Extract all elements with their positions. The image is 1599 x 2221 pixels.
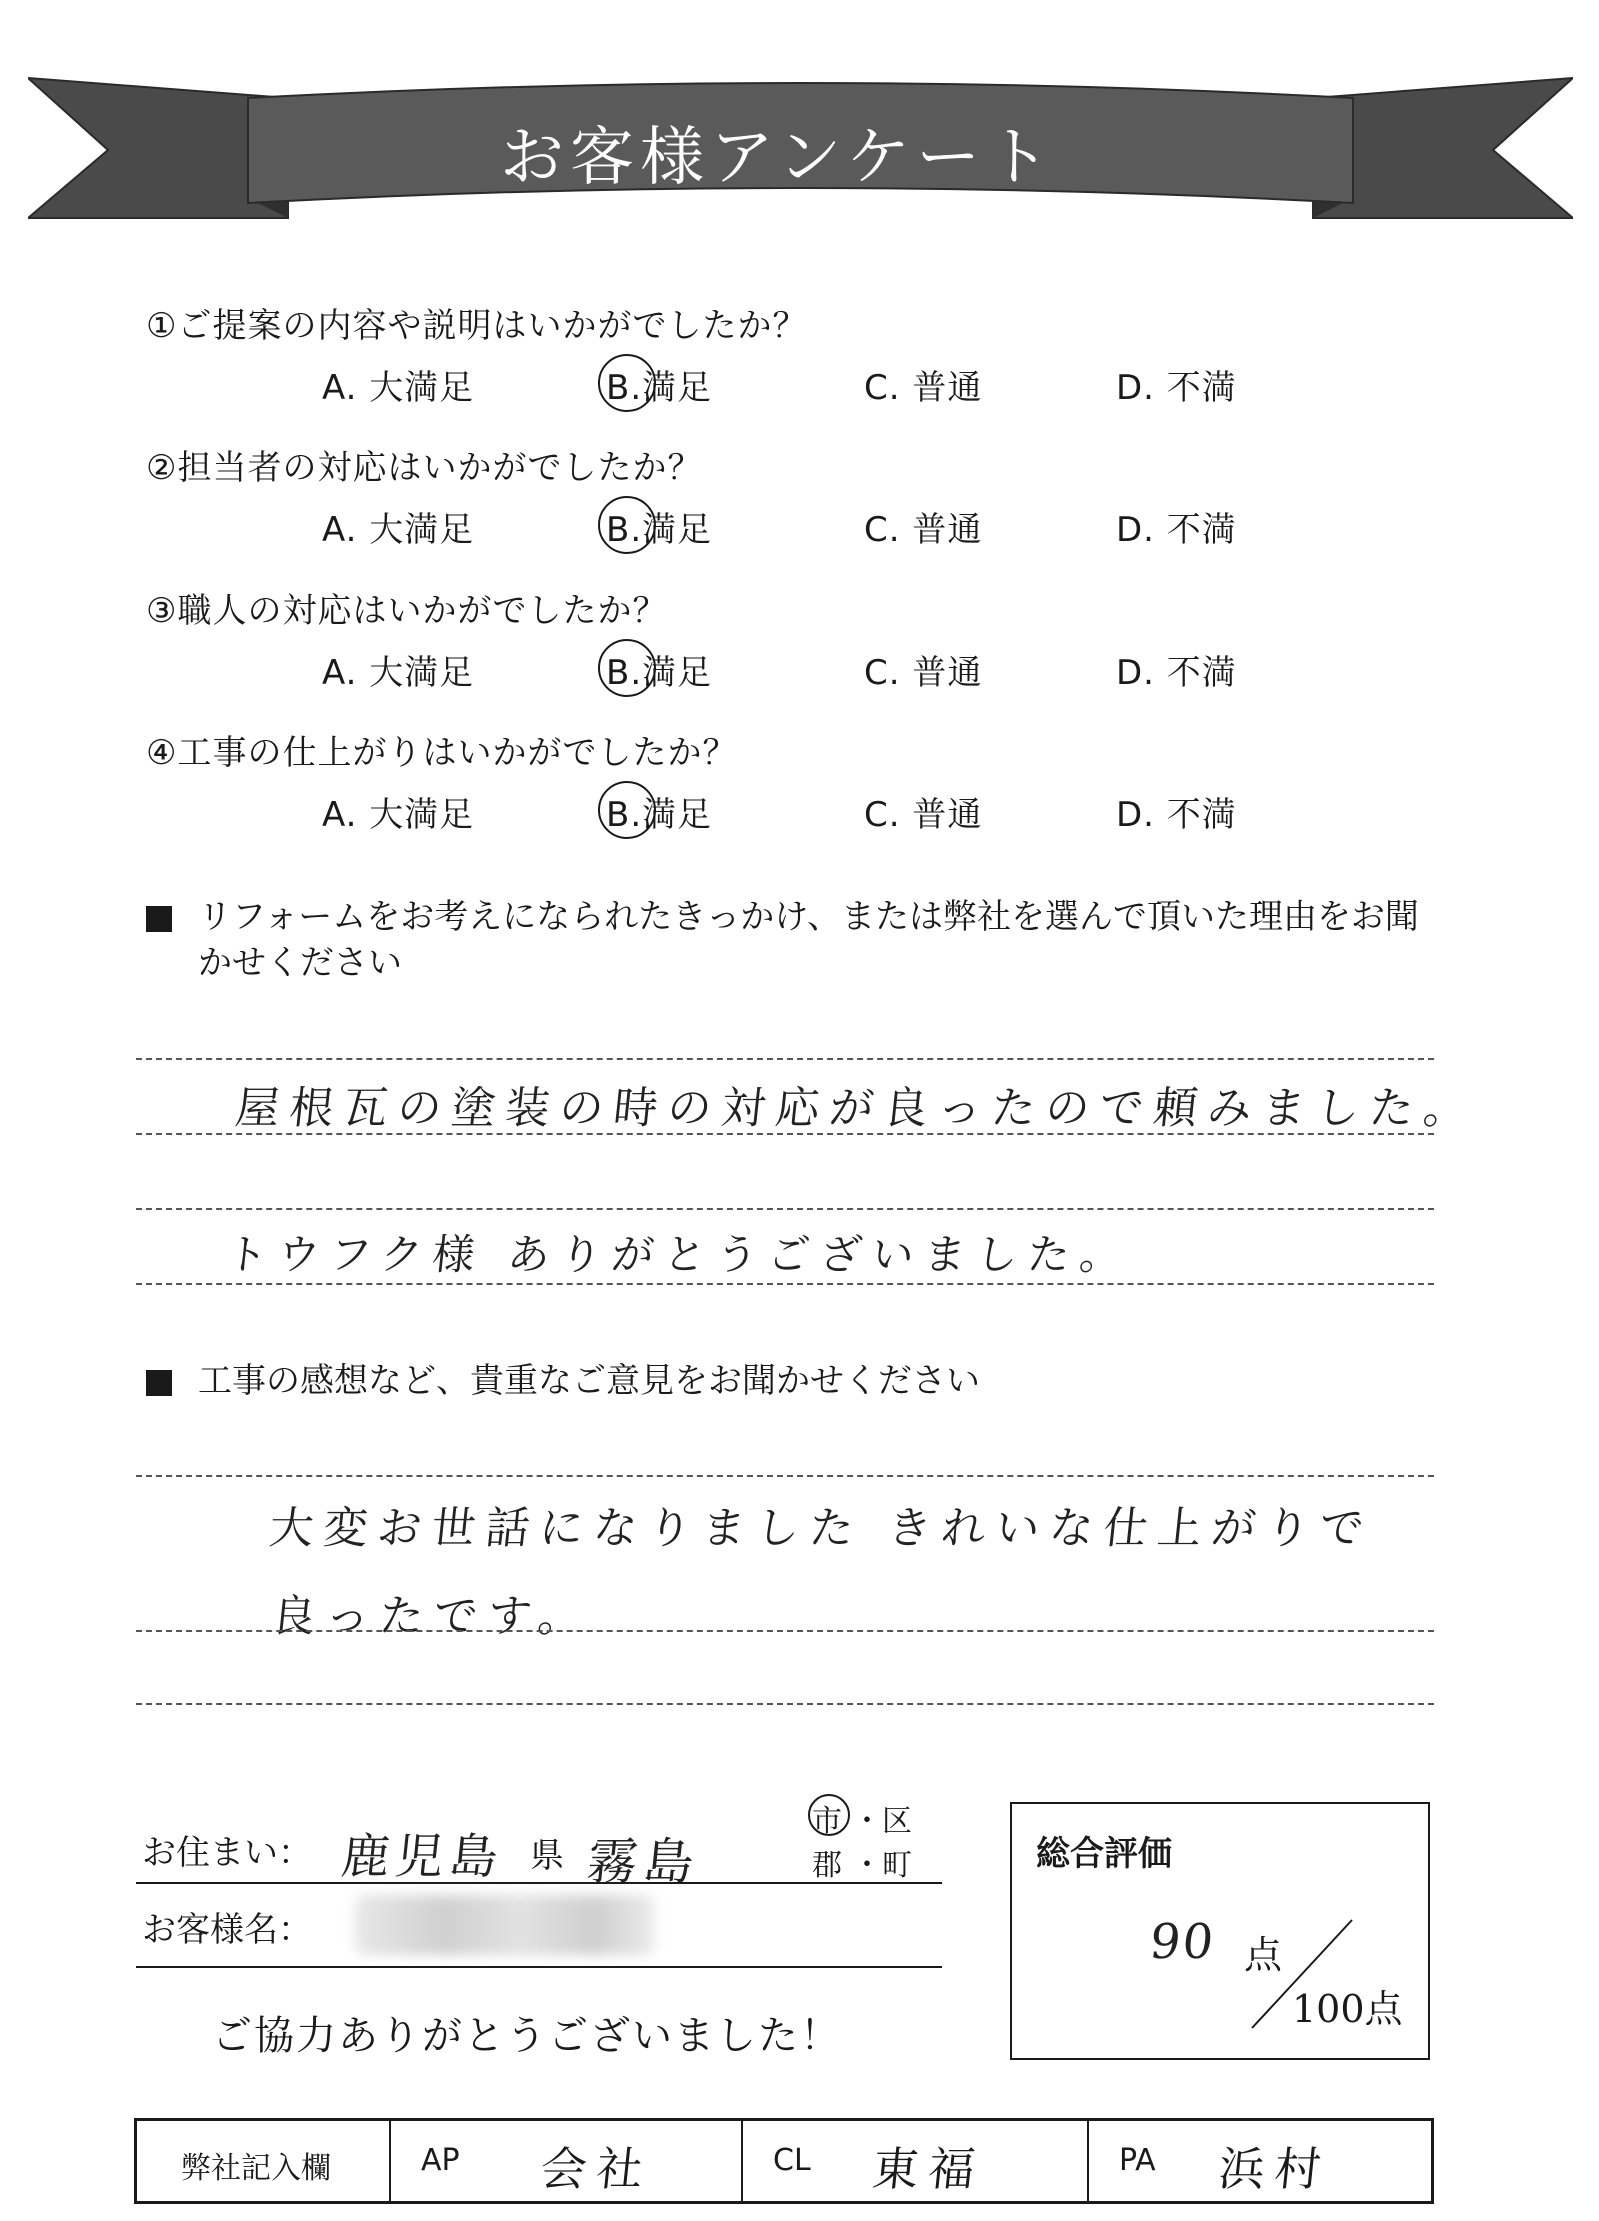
dashed-rule <box>136 1475 1434 1477</box>
option-label: A. 大満足 <box>322 368 475 408</box>
ap-cell <box>391 2121 743 2201</box>
option-label: A. 大満足 <box>322 653 475 693</box>
ap-value: 会社 <box>537 2142 656 2196</box>
question-1: ①ご提案の内容や説明はいかがでしたか？ <box>146 306 808 346</box>
section-heading-impressions <box>150 1358 1440 1404</box>
q4-option-d[interactable] <box>1116 787 1237 836</box>
selected-circle-mark <box>598 496 656 554</box>
prefecture-suffix: 県 <box>530 1836 564 1876</box>
q3-option-a[interactable] <box>322 645 474 694</box>
option-label: C. 普通 <box>864 368 983 408</box>
score-max: 100点 <box>1292 1987 1403 2031</box>
office-use-table <box>134 2118 1434 2204</box>
section-heading-text: リフォームをお考えになられたきっかけ、または弊社を選んで頂いた理由をお聞かせください <box>198 897 1419 983</box>
address-label: お住まい： <box>142 1833 312 1873</box>
q1-option-b[interactable] <box>606 360 712 409</box>
selected-circle-mark <box>598 781 656 839</box>
handwritten-answer-line: 大変お世話になりました きれいな仕上がりで <box>266 1503 1377 1554</box>
dashed-rule <box>136 1283 1434 1285</box>
question-4: ④工事の仕上がりはいかがでしたか？ <box>146 733 738 773</box>
customer-name-label: お客様名： <box>142 1910 312 1950</box>
score-unit: 点 <box>1244 1933 1283 1977</box>
question-3: ③職人の対応はいかがでしたか？ <box>146 591 668 631</box>
selected-circle-mark <box>598 354 656 412</box>
dashed-rule <box>136 1058 1434 1060</box>
option-label: 満足 <box>642 368 713 408</box>
option-label: C. 普通 <box>864 510 983 550</box>
address-underline <box>136 1882 942 1884</box>
q3-option-d[interactable] <box>1116 645 1237 694</box>
dashed-rule <box>136 1630 1434 1632</box>
q2-option-d[interactable] <box>1116 502 1237 551</box>
q4-option-b[interactable] <box>606 787 712 836</box>
q1-option-a[interactable] <box>322 360 474 409</box>
handwritten-answer-line: 屋根瓦の塗装の時の対応が良ったので頼みました。 <box>232 1083 1481 1134</box>
customer-name-underline <box>136 1966 942 1968</box>
ap-label: AP <box>421 2143 460 2178</box>
q2-option-b[interactable] <box>606 502 712 551</box>
option-letter: B. <box>606 795 643 835</box>
option-label: C. 普通 <box>864 653 983 693</box>
selected-circle-mark <box>598 639 656 697</box>
section-heading-text: 工事の感想など、貴重なご意見をお聞かせください <box>198 1361 980 1401</box>
score-value: 90 <box>1147 1914 1219 1970</box>
section-heading-reason <box>150 894 1440 986</box>
handwritten-answer-line: トウフク様 ありがとうございました。 <box>223 1230 1135 1279</box>
question-2: ②担当者の対応はいかがでしたか？ <box>146 448 703 488</box>
unit-gun: 郡 <box>812 1848 842 1883</box>
q4-option-a[interactable] <box>322 787 474 836</box>
q3-option-c[interactable] <box>864 645 982 694</box>
q3-option-b[interactable] <box>606 645 712 694</box>
option-letter: B. <box>606 653 643 693</box>
dashed-rule <box>136 1133 1434 1135</box>
option-label: D. 不満 <box>1116 795 1237 835</box>
pa-value: 浜村 <box>1215 2142 1334 2196</box>
option-label: C. 普通 <box>864 795 983 835</box>
option-label: A. 大満足 <box>322 795 475 835</box>
customer-name-redacted <box>355 1895 655 1955</box>
office-use-label: 弊社記入欄 <box>181 2151 331 2186</box>
option-label: 満足 <box>642 510 713 550</box>
cl-value: 東福 <box>869 2142 988 2196</box>
option-label: 満足 <box>642 795 713 835</box>
option-label: A. 大満足 <box>322 510 475 550</box>
q1-option-c[interactable] <box>864 360 982 409</box>
unit-cho: ・町 <box>852 1848 912 1883</box>
dashed-rule <box>136 1208 1434 1210</box>
q4-option-c[interactable] <box>864 787 982 836</box>
option-label: D. 不満 <box>1116 510 1237 550</box>
cl-cell <box>743 2121 1089 2201</box>
pa-label: PA <box>1119 2143 1156 2178</box>
option-letter: B. <box>606 368 643 408</box>
unit-ku: ・区 <box>852 1804 912 1839</box>
score-label: 総合評価 <box>1036 1834 1172 1874</box>
cl-label: CL <box>773 2143 811 2178</box>
square-bullet-icon <box>146 1370 172 1396</box>
option-label: D. 不満 <box>1116 368 1237 408</box>
option-label: D. 不満 <box>1116 653 1237 693</box>
overall-score-box <box>1010 1802 1430 2060</box>
q1-option-d[interactable] <box>1116 360 1237 409</box>
thanks-message: ご協力ありがとうございました！ <box>212 2013 842 2059</box>
unit-shi: 市 <box>812 1804 842 1839</box>
dashed-rule <box>136 1703 1434 1705</box>
q2-option-c[interactable] <box>864 502 982 551</box>
pa-cell <box>1089 2121 1431 2201</box>
office-use-label-cell <box>137 2121 391 2201</box>
q2-option-a[interactable] <box>322 502 474 551</box>
option-label: 満足 <box>642 653 713 693</box>
prefecture-value: 鹿児島 <box>338 1829 507 1885</box>
page-title: お客様アンケート <box>500 121 1057 195</box>
city-value: 霧島 <box>584 1833 703 1891</box>
handwritten-answer-line: 良ったです。 <box>268 1591 595 1642</box>
square-bullet-icon <box>146 906 172 932</box>
option-letter: B. <box>606 510 643 550</box>
